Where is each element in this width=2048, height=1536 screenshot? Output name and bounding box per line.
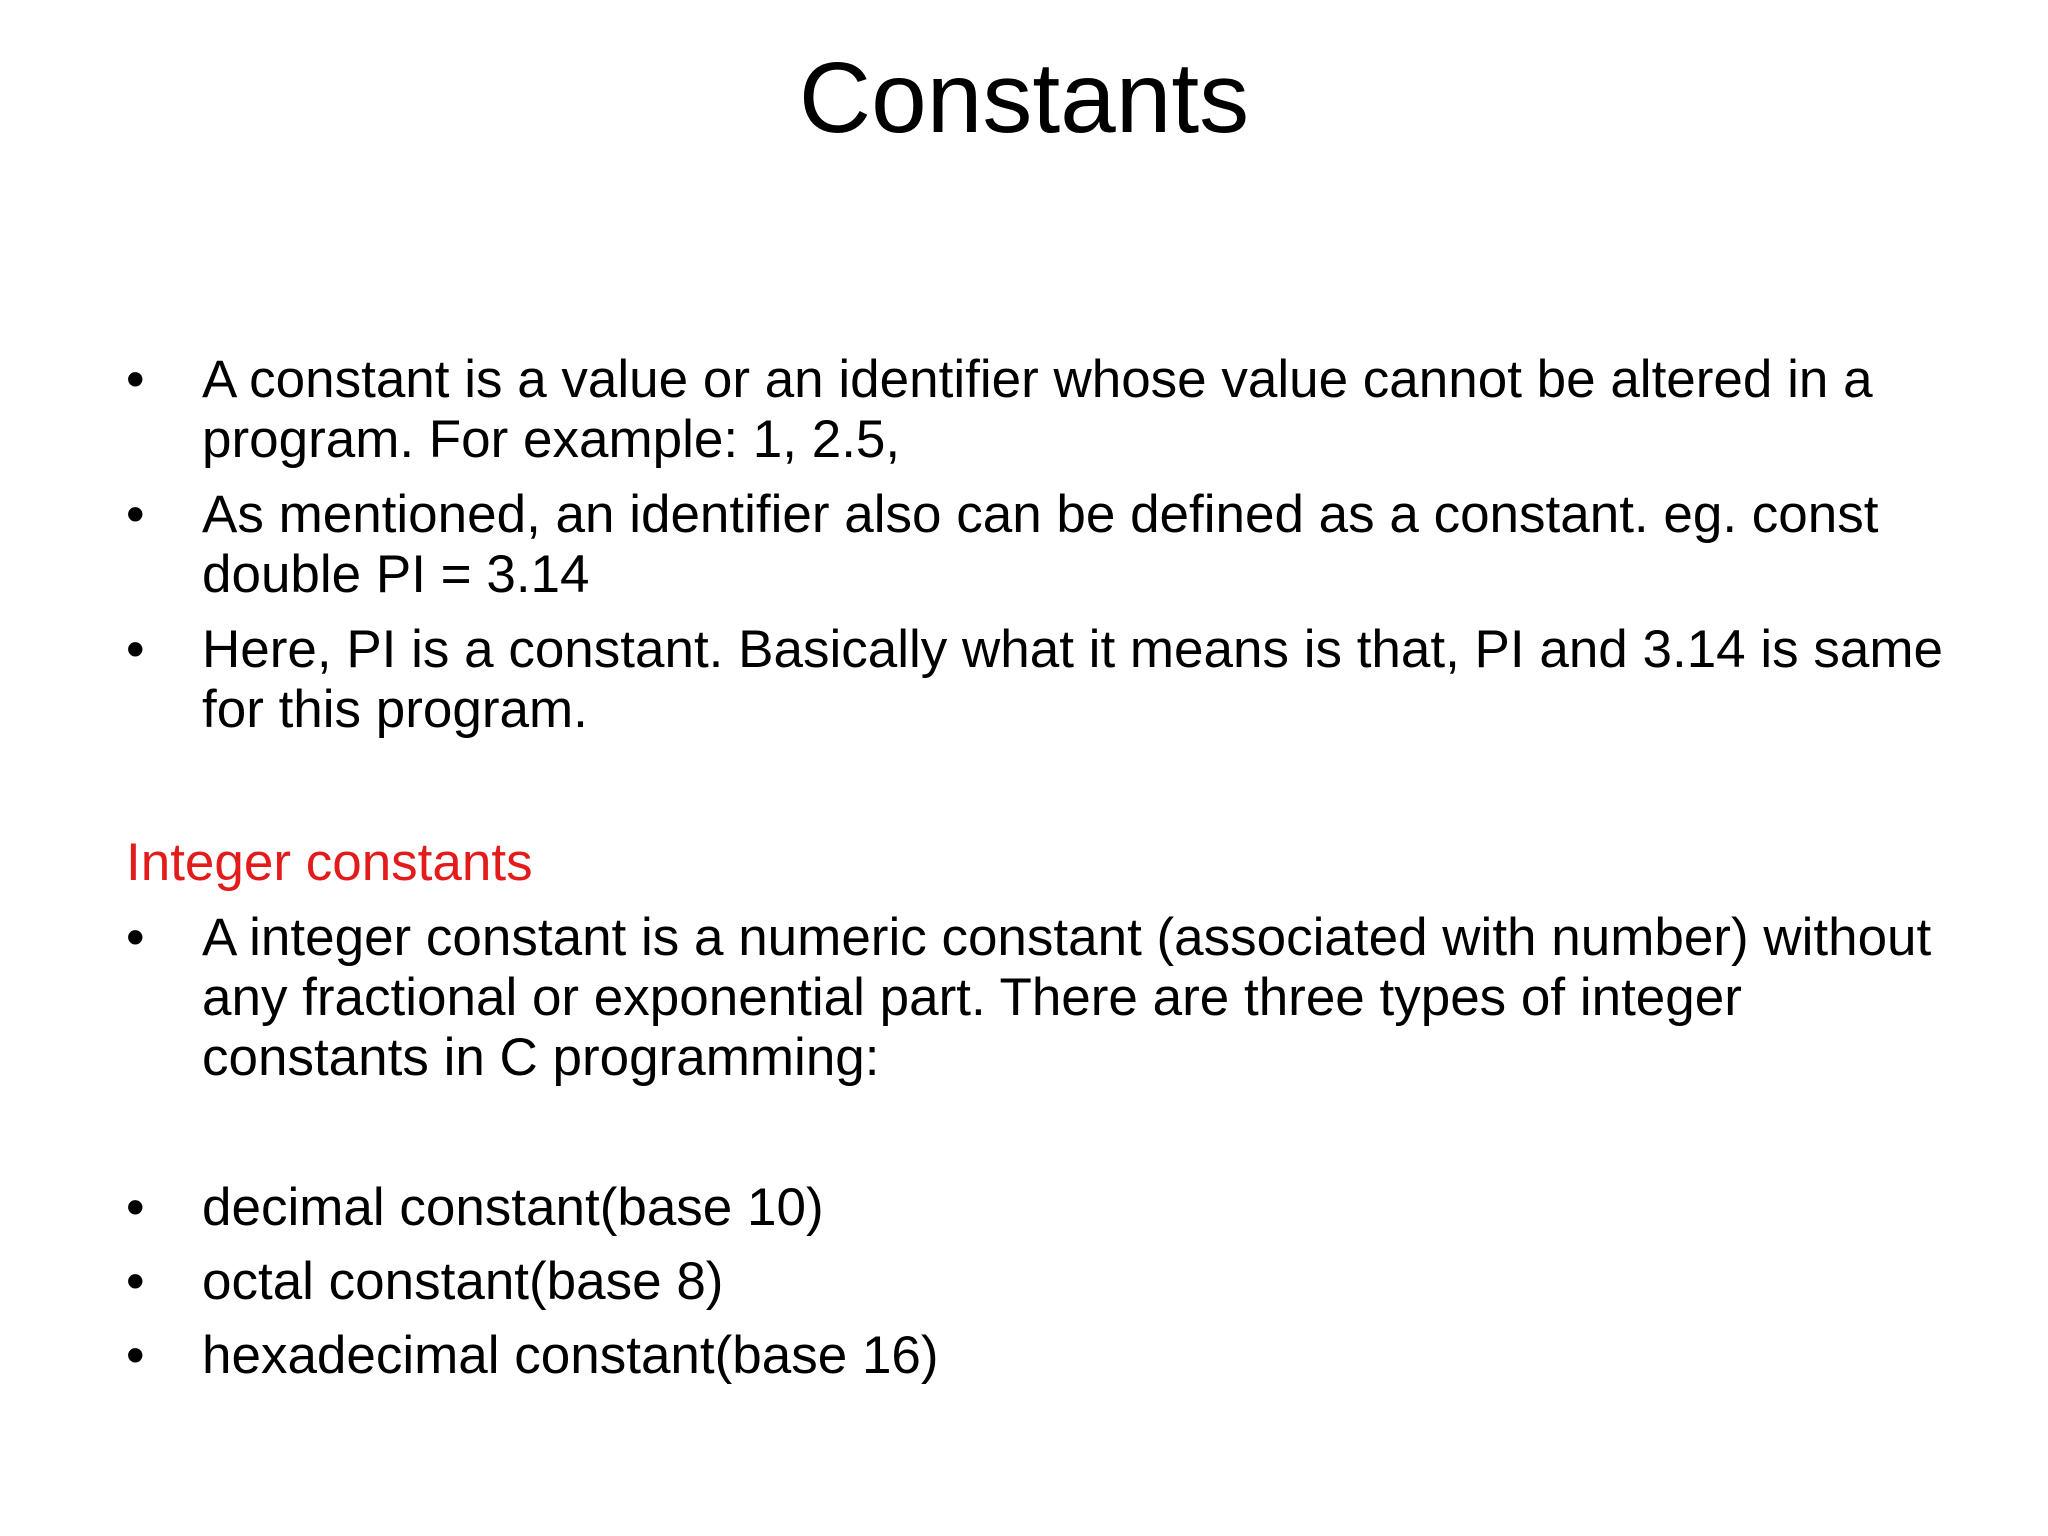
list-item (126, 1178, 1946, 1238)
list-item (126, 485, 1946, 605)
bullet-text: octal constant(base 8) (202, 1252, 724, 1311)
list-item (126, 620, 1946, 740)
bullet-text: Here, PI is a constant. Basically what it means is that, PI and 3.14 is same for this program. (202, 620, 1943, 739)
integer-description-list (126, 908, 1946, 1088)
integer-types-section (126, 1178, 1946, 1400)
bullet-icon: • (126, 1252, 145, 1311)
bullet-text: hexadecimal constant(base 16) (202, 1326, 939, 1385)
list-item (126, 350, 1946, 470)
slide-title: Constants (798, 42, 1250, 154)
bullet-icon: • (126, 1178, 145, 1237)
bullet-text: A integer constant is a numeric constant (associated with number) without any fractional or exponential part. There are three types of integer constants in C programming: (202, 908, 1932, 1087)
integer-constants-heading: Integer constants (126, 833, 533, 892)
bullet-text: A constant is a value or an identifier whose value cannot be altered in a program. For example: 1, 2.5, (202, 350, 1873, 469)
list-item (126, 908, 1946, 1088)
bullet-text: decimal constant(base 10) (202, 1178, 824, 1237)
bullet-icon: • (126, 485, 145, 544)
bullet-text: As mentioned, an identifier also can be defined as a constant. eg. const double PI = 3.14 (202, 485, 1879, 604)
bullet-icon: • (126, 350, 145, 409)
bullet-icon: • (126, 908, 145, 967)
integer-types-list (126, 1178, 1946, 1386)
integer-description-section (126, 908, 1946, 1103)
list-item (126, 1252, 1946, 1312)
bullet-icon: • (126, 620, 145, 679)
bullet-icon: • (126, 1326, 145, 1385)
intro-bullet-list (126, 350, 1946, 740)
intro-section (126, 350, 1946, 755)
list-item (126, 1326, 1946, 1386)
